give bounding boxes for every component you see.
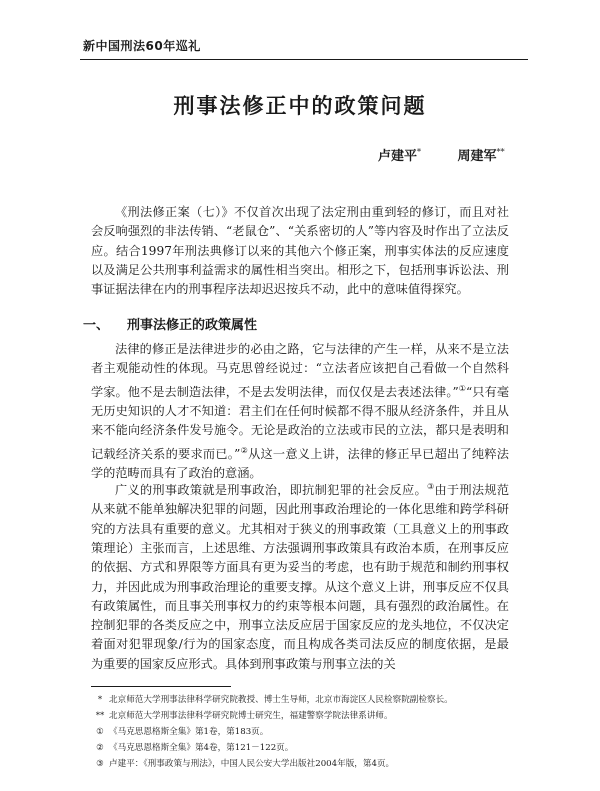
article-title: 刑事法修正中的政策问题 (173, 93, 427, 118)
footnote-ref[interactable]: ③ (426, 482, 435, 491)
footnote-mark: ** (95, 711, 105, 721)
author-line (378, 145, 505, 164)
footnote-text: 卢建平：《刑事政策与刑法》，中国人民公安大学出版社2004年版，第4页。 (109, 759, 395, 769)
footnote-item (91, 756, 509, 772)
footnote-mark: * (97, 695, 103, 705)
footnote-list (91, 692, 509, 772)
footnote-ref[interactable]: ① (458, 383, 467, 393)
section-heading (83, 314, 257, 333)
footnote-text: 北京师范大学刑事法律科学研究院教授、博士生导师，北京市海淀区人民检察院副检察长。 (109, 695, 453, 705)
footnote-item (91, 740, 509, 756)
footnote-ref[interactable]: ② (240, 445, 249, 455)
footnote-text: 《马克思恩格斯全集》第4卷，第121－122页。 (109, 743, 294, 753)
author-footnote-mark: * (417, 147, 422, 157)
paragraph-text: 法律的修正是法律进步的必由之路，它与法律的产生一样，从来不是立法者主观能动性的体现。马克思曾经说过：“立法者应该把自己看做一个自然科学家。他不是去制造法律，不是去发明法律，而仅仅是去表述法律。” (91, 342, 509, 399)
paragraph-text: 从这一意义上讲，法律的修正早已超出了纯粹法学的范畴而具有了政治的意涵。 (91, 446, 509, 480)
footnote-item (91, 708, 509, 724)
author-name: 卢建平 (378, 149, 418, 164)
footnote-text: 北京师范大学刑事法律科学研究院博士研究生，福建警察学院法律系讲师。 (109, 711, 393, 721)
paragraph-text: 由于刑法规范从来就不能单独解决犯罪的问题，因此刑事政治理论的一体化思维和跨学科研究的方法具有重要的意义。尤其相对于狭义的刑事政策（工具意义上的刑事政策理论）主张而言，上述思维、方法强调刑事政策具有政治本质，在刑事反应的依据、方式和界限等方面具有更为妥当的考虑，也有助于规范和制约刑事权力，并因此成为刑事政治理论的重要支撑。从这个意义上讲，刑事反应不仅具有政策属性，而且事关刑事权力的约束等根本问题，具有强烈的政治属性。在控制犯罪的各类反应之中，刑事立法反应居于国家反应的龙头地位，不仅决定着面对犯罪现象/行为的国家态度，而且构成各类司法反应的制度依据，是最为重要的国家反应形式。具体到刑事政策与刑事立法的关 (91, 483, 510, 671)
paragraph-text: “只有毫无历史知识的人才不知道：君主们在任何时候都不得不服从经济条件，并且从来不能向经济条件发号施令。无论是政治的立法或市民的立法，都只是表明和记载经济关系的要求而已。” (91, 384, 510, 461)
section-number: 一、 (83, 318, 110, 333)
running-head: 新中国刑法60年巡礼 (83, 39, 201, 53)
paragraph-text: 广义的刑事政策就是刑事政治，即抗制犯罪的社会反应。 (115, 483, 427, 498)
footnote-item (91, 692, 509, 708)
intro-paragraph: 《刑法修正案（七）》不仅首次出现了法定刑由重到轻的修订，而且对社会反响强烈的非法传销、“老鼠仓”、“关系密切的人”等内容及时作出了立法反应。结合1997年刑法典修订以来的其他六个修正案，刑事实体法的反应速度以及满足公共刑事利益需求的属性相当突出。相形之下，包括刑事诉讼法、刑事证据法律在内的刑事程序法却迟迟按兵不动，此中的意味值得探究。 (91, 205, 509, 297)
header-rule (80, 59, 528, 60)
footnote-mark: ① (96, 727, 104, 737)
section-title: 刑事法修正的政策属性 (127, 318, 258, 333)
author-name: 周建军 (457, 149, 497, 164)
footnote-mark: ③ (96, 759, 104, 769)
body-paragraph (91, 340, 509, 483)
footnote-rule (91, 686, 231, 687)
footnote-item (91, 724, 509, 740)
author-footnote-mark: ** (496, 147, 505, 157)
footnote-mark: ② (96, 743, 104, 753)
body-paragraph (91, 477, 509, 674)
footnote-text: 《马克思恩格斯全集》第1卷，第183页。 (109, 727, 269, 737)
